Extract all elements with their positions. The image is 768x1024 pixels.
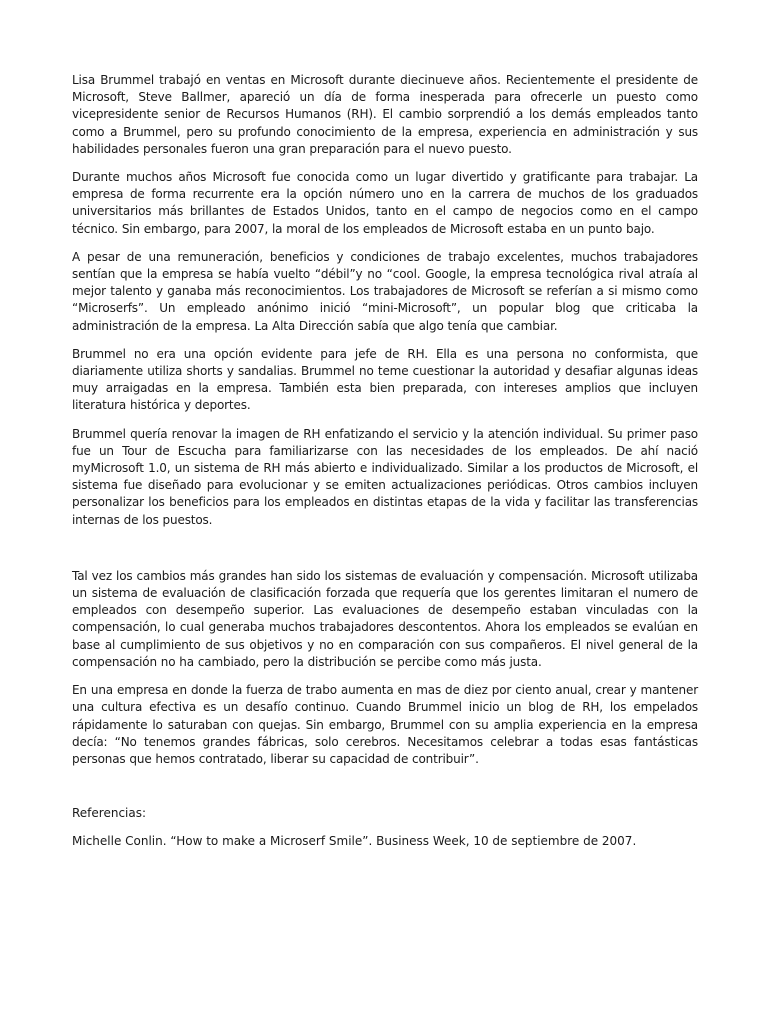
paragraph-company-history: Durante muchos años Microsoft fue conocida como un lugar divertido y gratificante para trabajar. La empresa de forma recurrente era la opción número uno en la carrera de muchos de los graduados universitarios más brillantes de Estados Unidos, tanto en el campo de negocios como en el campo técnico. Sin embargo, para 2007, la moral de los empleados de Microsoft estaba en un punto bajo. <box>72 170 698 236</box>
references-spacer <box>72 779 698 805</box>
paragraph-morale: A pesar de una remuneración, beneficios y condiciones de trabajo excelentes, muchos trabajadores sentían que la empresa se había vuelto “débil”y no “cool. Google, la empresa tecnológica rival atraía al mejor talento y ganaba más reconocimientos. Los trabajadores de Microsoft se referían a si mismo como “Microserfs”. Un empleado anónimo inició “mini-Microsoft”, un popular blog que criticaba la administración de la empresa. La Alta Dirección sabía que algo tenía que cambiar. <box>72 249 698 333</box>
paragraph-intro: Lisa Brummel trabajó en ventas en Microsoft durante diecinueve años. Recientemente el presidente de Microsoft, Steve Ballmer, apareció un día de forma inesperada para ofrecerle un puesto como vicepresidente senior de Recursos Humanos (RH). El cambio sorprendió a los demás empleados tanto como a Brummel, pero su profundo conocimiento de la empresa, experiencia en administración y sus habilidades personales fueron una gran preparación para el nuevo puesto. <box>72 73 698 156</box>
reference-item: Michelle Conlin. “How to make a Microserf Smile”. Business Week, 10 de septiembre de 2007. <box>72 834 637 849</box>
references-heading: Referencias: <box>72 806 147 821</box>
paragraph-evaluation-compensation: Tal vez los cambios más grandes han sido los sistemas de evaluación y compensación. Microsoft utilizaba un sistema de evaluación de clasificación forzada que requería que los gerentes limitaran el numero de empleados con desempeño superior. Las evaluaciones de desempeño estaban vinculadas con la compensación, lo cual generaba muchos trabajadores descontentos. Ahora los empleados se evalúan en base al cumplimiento de sus objetivos y no en comparación con sus compañeros. El nivel general de la compensación no ha cambiado, pero la distribución se percibe como más justa. <box>72 568 698 669</box>
paragraph-hr-renewal: Brummel quería renovar la imagen de RH enfatizando el servicio y la atención individual. Su primer paso fue un Tour de Escucha para familiarizarse con las necesidades de los empleados. De ahí nació myMicrosoft 1.0, un sistema de RH más abierto e individualizado. Similar a los productos de Microsoft, el sistema fue diseñado para evolucionar y se emiten actualizaciones periódicas. Otros cambios incluyen personalizar los beneficios para los empleados en distintas etapas de la vida y facilitar las transferencias internas de los puestos. <box>72 426 698 527</box>
paragraph-brummel-profile: Brummel no era una opción evidente para jefe de RH. Ella es una persona no conformista, que diariamente utiliza shorts y sandalias. Brummel no teme cuestionar la autoridad y desafiar algunas ideas muy arraigadas en la empresa. También esta bien preparada, con intereses amplios que incluyen literatura histórica y deportes. <box>72 346 698 413</box>
paragraph-culture: En una empresa en donde la fuerza de trabo aumenta en mas de diez por ciento anual, crear y mantener una cultura efectiva es un desafío continuo. Cuando Brummel inicio un blog de RH, los empelados rápidamente lo saturaban con quejas. Sin embargo, Brummel con su amplia experiencia en la empresa decía: “No tenemos grandes fábricas, solo cerebros. Necesitamos celebrar a todas esas fantásticas personas que hemos contratado, liberar su capacidad de contribuir”. <box>72 683 698 766</box>
section-spacer <box>72 540 698 568</box>
